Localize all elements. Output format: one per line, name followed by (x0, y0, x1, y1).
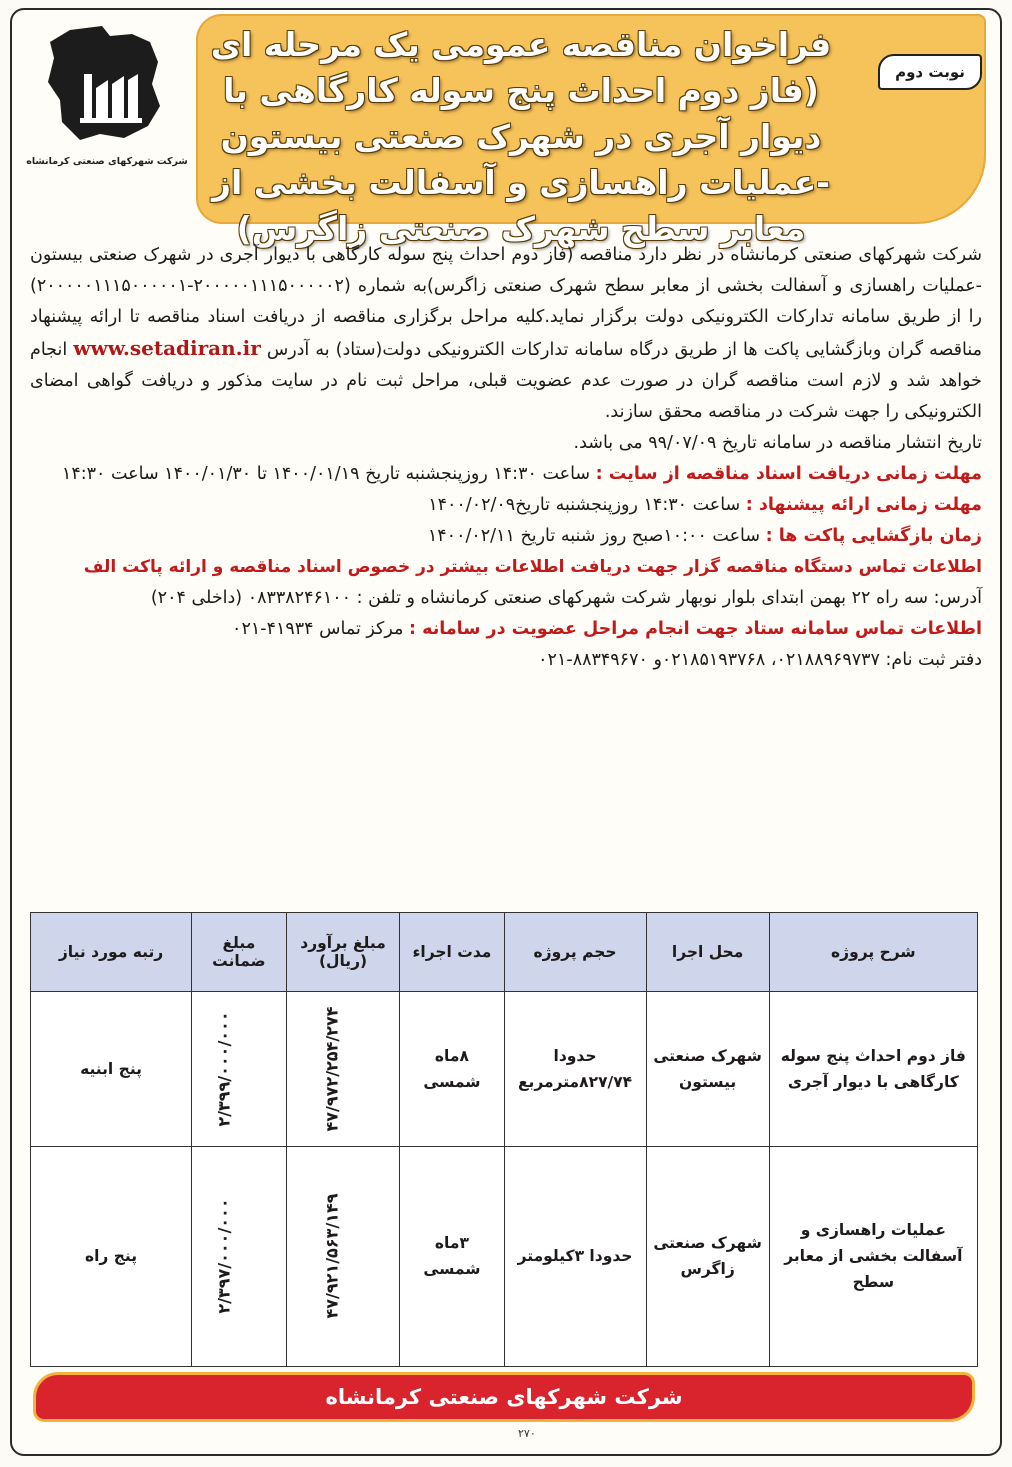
projects-table (30, 912, 978, 1367)
col-header-description: شرح پروژه (769, 913, 977, 992)
opening-value: ساعت ۱۰:۰۰صبح روز شنبه تاریخ ۱۴۰۰/۰۲/۱۱ (427, 526, 761, 546)
setad-contact (30, 614, 982, 645)
setad-contact-label: اطلاعات تماس سامانه ستاد جهت انجام مراحل عضویت در سامانه : (408, 619, 982, 639)
company-logo (22, 18, 188, 168)
setad-url-link[interactable]: www.setadiran.ir (73, 336, 261, 360)
notice-title: فراخوان مناقصه عمومی یک مرحله ای (فاز دوم احداث پنج سوله کارگاهی با دیوار آجری در شهرک صنعتی بیستون -عملیات راهسازی و آسفالت بخشی از معابر سطح شهرک صنعتی زاگرس) (210, 25, 832, 248)
cell-guarantee-value: ۲/۳۹۷/۰۰۰/۰۰۰ (214, 1198, 234, 1314)
cell-estimate (286, 1146, 400, 1366)
cell-guarantee-value: ۲/۳۹۹/۰۰۰/۰۰۰ (214, 1011, 234, 1127)
table-header-row (31, 913, 978, 992)
logo-caption: شرکت شهرکهای صنعتی کرمانشاه (26, 156, 188, 167)
col-header-estimate: مبلغ برآورد (ریال) (286, 913, 400, 992)
cell-volume: حدودا ۳کیلومتر (504, 1146, 646, 1366)
table-row (31, 1146, 978, 1366)
col-header-volume: حجم پروژه (504, 913, 646, 992)
address: آدرس: سه راه ۲۲ بهمن ابتدای بلوار نوبهار شرکت شهرکهای صنعتی کرمانشاه و تلفن : ۰۸۳۳۸۲۴۶۱۰۰ (داخلی ۲۰۴) (150, 588, 982, 608)
cell-estimate (286, 992, 400, 1147)
cell-location: شهرک صنعتی زاگرس (646, 1146, 769, 1366)
offer-deadline-value: ساعت ۱۴:۳۰ روزپنجشنبه تاریخ۱۴۰۰/۰۲/۰۹ (428, 495, 741, 515)
col-header-grade: رتبه مورد نیاز (31, 913, 192, 992)
col-header-duration: مدت اجراء (400, 913, 504, 992)
cell-volume: حدودا ۸۲۷/۷۴مترمربع (504, 992, 646, 1147)
page-number: ۲۷۰ (518, 1427, 536, 1440)
registry-phones: دفتر ثبت نام: ۰۲۱۸۸۹۶۹۷۳۷، ۰۲۱۸۵۱۹۳۷۶۸و ۸۸۳۴۹۶۷۰-۰۲۱ (538, 650, 982, 670)
cell-grade: پنج راه (31, 1146, 192, 1366)
intro-continuation: انجام خواهد شد و لازم است مناقصه گران در صورت عدم عضویت قبلی، مراحل ثبت نام در سایت مذکور و دریافت گواهی امضای الکترونیکی را جهت شرکت در مناقصه محقق سازند. (30, 340, 982, 422)
iran-map-logo-icon (40, 22, 170, 152)
cell-estimate-value: ۴۷/۹۲۱/۵۶۳/۱۴۹ (322, 1193, 342, 1319)
col-header-location: محل اجرا (646, 913, 769, 992)
cell-grade: پنج ابنیه (31, 992, 192, 1147)
footer-company-banner: شرکت شهرکهای صنعتی کرمانشاه (36, 1375, 972, 1419)
offer-deadline (30, 490, 982, 521)
doc-deadline (30, 459, 982, 490)
doc-deadline-label: مهلت زمانی دریافت اسناد مناقصه از سایت : (595, 464, 982, 484)
cell-location: شهرک صنعتی بیستون (646, 992, 769, 1147)
intro-paragraph (30, 240, 982, 428)
cell-duration: ۳ماه شمسی (400, 1146, 504, 1366)
publish-date: تاریخ انتشار مناقصه در سامانه تاریخ ۹۹/۰۷/۰۹ می باشد. (573, 433, 982, 453)
cell-estimate-value: ۴۷/۹۷۲/۲۵۴/۲۷۴ (322, 1006, 342, 1132)
cell-duration: ۸ماه شمسی (400, 992, 504, 1147)
table-row (31, 992, 978, 1147)
opening-label: زمان بازگشایی پاکت ها : (765, 526, 982, 546)
intro-text: شرکت شهرکهای صنعتی کرمانشاه در نظر دارد مناقصه (فاز دوم احداث پنج سوله کارگاهی با دیوار آجری در شهرک صنعتی بیستون -عملیات راهسازی و آسفالت بخشی از معابر سطح شهرک صنعتی زاگرس)به شماره (۲۰۰۰۰۰۱۱۱۵۰۰۰۰۰۲-۲۰۰۰۰۰۱۱۱۵۰۰۰۰۰۱) را از طریق سامانه تدارکات الکترونیکی دولت برگزار نماید.کلیه مراحل برگزاری مناقصه از دریافت اسناد مناقصه تا ارائه پیشنهاد مناقصه گران وبازگشایی پاکت ها از طریق درگاه سامانه تدارکات الکترونیکی دولت(ستاد) به آدرس (30, 245, 982, 360)
setad-contact-value: مرکز تماس ۴۱۹۳۴-۰۲۱ (232, 619, 404, 639)
cell-description: فاز دوم احداث پنج سوله کارگاهی با دیوار آجری (769, 992, 977, 1147)
col-header-guarantee: مبلغ ضمانت (192, 913, 287, 992)
cell-description: عملیات راهسازی و آسفالت بخشی از معابر سطح (769, 1146, 977, 1366)
doc-deadline-value: ساعت ۱۴:۳۰ روزپنجشنبه تاریخ ۱۴۰۰/۰۱/۱۹ تا ۱۴۰۰/۰۱/۳۰ ساعت ۱۴:۳۰ (61, 464, 591, 484)
contact-heading: اطلاعات تماس دستگاه مناقصه گزار جهت دریافت اطلاعات بیشتر در خصوص اسناد مناقصه و ارائه پاکت الف (83, 557, 982, 577)
notice-body (30, 240, 982, 676)
round-badge: نوبت دوم (878, 54, 982, 90)
offer-deadline-label: مهلت زمانی ارائه پیشنهاد : (745, 495, 982, 515)
opening-time (30, 521, 982, 552)
